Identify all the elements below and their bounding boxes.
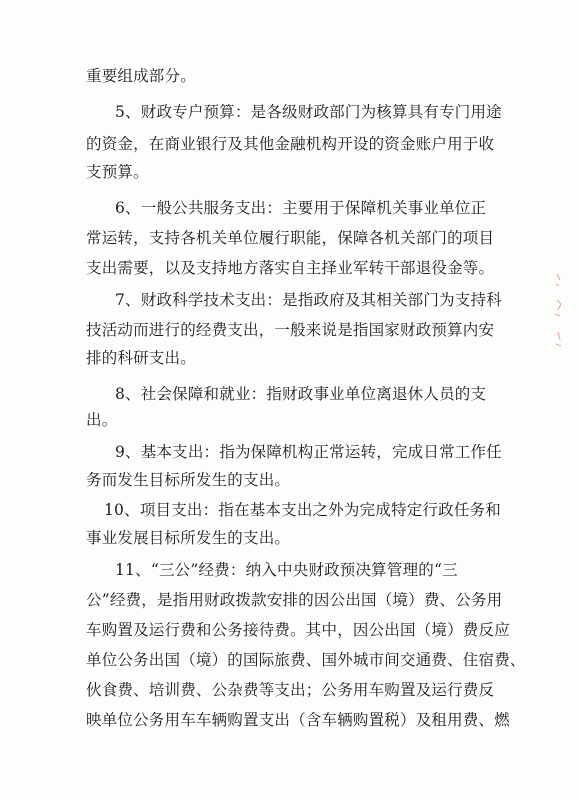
text-line: 单位公务出国（境）的国际旅费、国外城市间交通费、住宿费、 — [86, 651, 526, 669]
text-line: 事业发展目标所发生的支出。 — [86, 529, 291, 547]
text-line: 公”经费，是指用财政拨款安排的因公出国（境）费、公务用 — [86, 591, 503, 609]
text-line: 10、项目支出：指在基本支出之外为完成特定行政任务和 — [104, 501, 501, 519]
text-line: 7、财政科学技术支出：是指政府及其相关部门为支持科 — [115, 291, 502, 309]
text-line: 务而发生目标所发生的支出。 — [86, 471, 291, 489]
text-line: 出。 — [86, 411, 118, 429]
text-line: 伙食费、培训费、公杂费等支出；公务用车购置及运行费反 — [86, 681, 495, 699]
text-line: 5、财政专户预算：是各级财政部门为核算具有专门用途 — [115, 103, 502, 121]
seal-edge-mark — [551, 270, 573, 350]
text-line: 排的科研支出。 — [86, 349, 196, 367]
text-line: 11、“三公”经费：纳入中央财政预决算管理的“三 — [115, 561, 458, 579]
text-line: 6、一般公共服务支出：主要用于保障机关事业单位正 — [115, 199, 487, 217]
text-line: 8、社会保障和就业：指财政事业单位离退休人员的支 — [115, 385, 487, 403]
text-line: 车购置及运行费和公务接待费。其中，因公出国（境）费反应 — [86, 621, 510, 639]
text-line: 映单位公务用车车辆购置支出（含车辆购置税）及租用费、燃 — [86, 711, 510, 729]
text-line: 支预算。 — [86, 163, 149, 181]
text-line: 常运转，支持各机关单位履行职能，保障各机关部门的项目 — [86, 229, 495, 247]
text-line: 重要组成部分。 — [86, 67, 196, 85]
text-line: 技活动而进行的经费支出，一般来说是指国家财政预算内安 — [86, 321, 495, 339]
text-line: 9、基本支出：指为保障机构正常运转，完成日常工作任 — [115, 443, 502, 461]
text-line: 支出需要，以及支持地方落实自主择业军转干部退役金等。 — [86, 259, 495, 277]
text-line: 的资金，在商业银行及其他金融机构开设的资金账户用于收 — [86, 135, 495, 153]
